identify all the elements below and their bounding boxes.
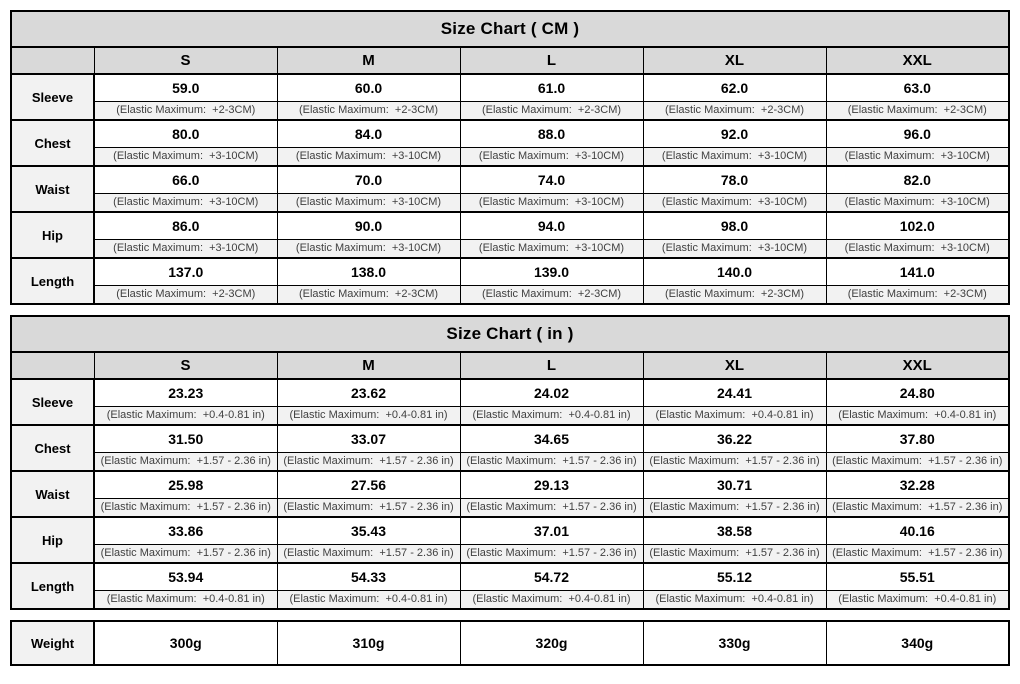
sub-row [11,147,1009,166]
elastic-note: (Elastic Maximum: +2-3CM) [94,101,277,120]
elastic-note: (Elastic Maximum: +2-3CM) [826,101,1009,120]
measure-value: 55.12 [643,563,826,590]
size-chart-cm-table [10,10,1010,305]
elastic-note: (Elastic Maximum: +2-3CM) [460,101,643,120]
sub-row [11,193,1009,212]
weight-value: 310g [277,621,460,665]
elastic-note: (Elastic Maximum: +3-10CM) [826,147,1009,166]
measure-value: 55.51 [826,563,1009,590]
measure-value: 139.0 [460,258,643,285]
measure-value: 88.0 [460,120,643,147]
weight-table [10,620,1010,666]
elastic-note: (Elastic Maximum: +3-10CM) [460,147,643,166]
size-col-header: L [460,352,643,379]
sub-row [11,239,1009,258]
elastic-note: (Elastic Maximum: +1.57 - 2.36 in) [460,498,643,517]
measure-value: 23.62 [277,379,460,406]
sub-row [11,101,1009,120]
measure-value: 24.80 [826,379,1009,406]
weight-value: 340g [826,621,1009,665]
measure-value: 141.0 [826,258,1009,285]
measure-value: 31.50 [94,425,277,452]
measure-value: 63.0 [826,74,1009,101]
measure-value: 24.02 [460,379,643,406]
elastic-note: (Elastic Maximum: +1.57 - 2.36 in) [460,544,643,563]
value-row [11,120,1009,147]
measure-value: 23.23 [94,379,277,406]
measure-value: 36.22 [643,425,826,452]
weight-value: 330g [643,621,826,665]
measure-value: 138.0 [277,258,460,285]
elastic-note: (Elastic Maximum: +1.57 - 2.36 in) [643,544,826,563]
measure-row-label: Hip [11,517,94,563]
measure-value: 34.65 [460,425,643,452]
elastic-note: (Elastic Maximum: +1.57 - 2.36 in) [277,452,460,471]
measure-value: 80.0 [94,120,277,147]
measure-row-label: Waist [11,471,94,517]
sub-row [11,498,1009,517]
elastic-note: (Elastic Maximum: +2-3CM) [643,101,826,120]
corner-cell [11,352,94,379]
size-col-header: XL [643,47,826,74]
measure-row-label: Sleeve [11,74,94,120]
measure-value: 29.13 [460,471,643,498]
size-col-header: M [277,47,460,74]
measure-value: 35.43 [277,517,460,544]
size-col-header: XXL [826,352,1009,379]
corner-cell [11,47,94,74]
measure-value: 96.0 [826,120,1009,147]
measure-value: 94.0 [460,212,643,239]
measure-row-label: Length [11,258,94,304]
elastic-note: (Elastic Maximum: +1.57 - 2.36 in) [277,498,460,517]
elastic-note: (Elastic Maximum: +1.57 - 2.36 in) [94,544,277,563]
measure-value: 92.0 [643,120,826,147]
title-row [11,316,1009,352]
size-col-header: XXL [826,47,1009,74]
measure-value: 25.98 [94,471,277,498]
value-row [11,74,1009,101]
measure-value: 62.0 [643,74,826,101]
elastic-note: (Elastic Maximum: +3-10CM) [643,239,826,258]
measure-value: 27.56 [277,471,460,498]
value-row [11,517,1009,544]
size-col-header: S [94,352,277,379]
elastic-note: (Elastic Maximum: +3-10CM) [277,147,460,166]
weight-value: 320g [460,621,643,665]
measure-row-label: Waist [11,166,94,212]
measure-value: 86.0 [94,212,277,239]
size-col-header: XL [643,352,826,379]
size-col-header: L [460,47,643,74]
measure-value: 37.01 [460,517,643,544]
elastic-note: (Elastic Maximum: +3-10CM) [277,239,460,258]
measure-value: 37.80 [826,425,1009,452]
measure-value: 33.07 [277,425,460,452]
value-row [11,212,1009,239]
measure-value: 140.0 [643,258,826,285]
elastic-note: (Elastic Maximum: +1.57 - 2.36 in) [94,498,277,517]
elastic-note: (Elastic Maximum: +0.4-0.81 in) [277,406,460,425]
elastic-note: (Elastic Maximum: +3-10CM) [94,193,277,212]
measure-value: 74.0 [460,166,643,193]
elastic-note: (Elastic Maximum: +3-10CM) [826,193,1009,212]
elastic-note: (Elastic Maximum: +1.57 - 2.36 in) [826,544,1009,563]
measure-value: 24.41 [643,379,826,406]
measure-row-label: Sleeve [11,379,94,425]
elastic-note: (Elastic Maximum: +3-10CM) [277,193,460,212]
elastic-note: (Elastic Maximum: +2-3CM) [643,285,826,304]
elastic-note: (Elastic Maximum: +3-10CM) [94,147,277,166]
elastic-note: (Elastic Maximum: +2-3CM) [826,285,1009,304]
elastic-note: (Elastic Maximum: +1.57 - 2.36 in) [643,452,826,471]
elastic-note: (Elastic Maximum: +1.57 - 2.36 in) [826,452,1009,471]
elastic-note: (Elastic Maximum: +2-3CM) [277,101,460,120]
elastic-note: (Elastic Maximum: +0.4-0.81 in) [643,406,826,425]
size-chart-in-table [10,315,1010,610]
measure-value: 38.58 [643,517,826,544]
value-row [11,563,1009,590]
measure-value: 137.0 [94,258,277,285]
elastic-note: (Elastic Maximum: +3-10CM) [460,193,643,212]
title-row [11,11,1009,47]
table-title: Size Chart ( CM ) [11,11,1009,47]
size-header-row [11,352,1009,379]
value-row [11,166,1009,193]
elastic-note: (Elastic Maximum: +0.4-0.81 in) [826,590,1009,609]
elastic-note: (Elastic Maximum: +0.4-0.81 in) [94,590,277,609]
elastic-note: (Elastic Maximum: +2-3CM) [460,285,643,304]
elastic-note: (Elastic Maximum: +2-3CM) [94,285,277,304]
weight-value: 300g [94,621,277,665]
measure-value: 84.0 [277,120,460,147]
table-title: Size Chart ( in ) [11,316,1009,352]
measure-value: 60.0 [277,74,460,101]
measure-value: 40.16 [826,517,1009,544]
elastic-note: (Elastic Maximum: +0.4-0.81 in) [826,406,1009,425]
elastic-note: (Elastic Maximum: +1.57 - 2.36 in) [826,498,1009,517]
weight-row-label: Weight [11,621,94,665]
elastic-note: (Elastic Maximum: +0.4-0.81 in) [277,590,460,609]
measure-value: 82.0 [826,166,1009,193]
value-row [11,425,1009,452]
measure-value: 102.0 [826,212,1009,239]
sub-row [11,406,1009,425]
elastic-note: (Elastic Maximum: +3-10CM) [826,239,1009,258]
sub-row [11,285,1009,304]
sub-row [11,452,1009,471]
elastic-note: (Elastic Maximum: +2-3CM) [277,285,460,304]
elastic-note: (Elastic Maximum: +0.4-0.81 in) [643,590,826,609]
measure-value: 70.0 [277,166,460,193]
size-col-header: S [94,47,277,74]
elastic-note: (Elastic Maximum: +1.57 - 2.36 in) [643,498,826,517]
measure-value: 66.0 [94,166,277,193]
measure-value: 54.33 [277,563,460,590]
elastic-note: (Elastic Maximum: +0.4-0.81 in) [460,406,643,425]
measure-value: 30.71 [643,471,826,498]
measure-row-label: Hip [11,212,94,258]
measure-value: 54.72 [460,563,643,590]
size-header-row [11,47,1009,74]
elastic-note: (Elastic Maximum: +3-10CM) [94,239,277,258]
sub-row [11,544,1009,563]
elastic-note: (Elastic Maximum: +0.4-0.81 in) [460,590,643,609]
measure-row-label: Length [11,563,94,609]
measure-value: 59.0 [94,74,277,101]
measure-value: 53.94 [94,563,277,590]
elastic-note: (Elastic Maximum: +3-10CM) [643,147,826,166]
value-row [11,258,1009,285]
elastic-note: (Elastic Maximum: +0.4-0.81 in) [94,406,277,425]
measure-value: 90.0 [277,212,460,239]
weight-row [11,621,1009,665]
sub-row [11,590,1009,609]
measure-value: 78.0 [643,166,826,193]
measure-row-label: Chest [11,120,94,166]
elastic-note: (Elastic Maximum: +3-10CM) [460,239,643,258]
value-row [11,379,1009,406]
measure-value: 33.86 [94,517,277,544]
measure-value: 32.28 [826,471,1009,498]
measure-row-label: Chest [11,425,94,471]
elastic-note: (Elastic Maximum: +1.57 - 2.36 in) [94,452,277,471]
size-col-header: M [277,352,460,379]
elastic-note: (Elastic Maximum: +1.57 - 2.36 in) [460,452,643,471]
elastic-note: (Elastic Maximum: +1.57 - 2.36 in) [277,544,460,563]
measure-value: 98.0 [643,212,826,239]
value-row [11,471,1009,498]
elastic-note: (Elastic Maximum: +3-10CM) [643,193,826,212]
measure-value: 61.0 [460,74,643,101]
